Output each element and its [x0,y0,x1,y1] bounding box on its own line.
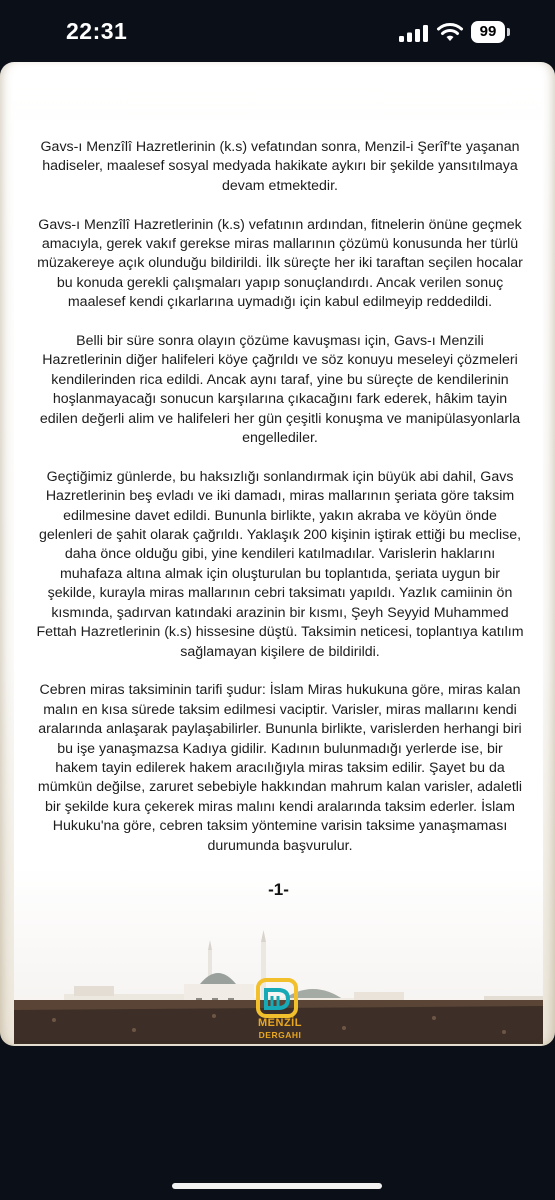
logo-text-dergahi: DERGAHI [258,1030,302,1040]
signal-icon [399,25,429,42]
page-number: -1- [268,880,289,899]
paragraph: Geçtiğimiz günlerde, bu haksızlığı sonlandırmak için büyük abi dahil, Gavs Hazretlerinin beş evladı ve iki damadı, miras mallarının şeriata göre taksim edilmesine davet edildi. Bununla birlikte, yakın akraba ve köyün önde gelenleri de şahit olarak çağrıldı. Yaklaşık 200 kişinin iştirak ettiği bu meclise, daha önce olduğu gibi, yine kendileri katılmadılar. Varislerin haklarını muhafaza altına almak için oluşturulan bu toplantıda, şeriata uygun bir şekilde, kurayla miras mallarının cebri taksimatı yapıldı. Yazlık camiinin ön kısmında, şadırvan katındaki arazinin bir kısmı, Şeyh Seyyid Muhammed Fettah Hazretlerinin (k.s) hissesine düştü. Taksimin neticesi, toplantıya katılım sağlamayan kişilere de bildirildi. [36,468,524,660]
home-indicator[interactable] [172,1183,382,1189]
battery-level: 99 [471,21,505,43]
announcement-text [36,138,524,875]
battery-icon [471,21,511,43]
image-viewer-sheet[interactable] [0,62,555,1046]
status-time: 22:31 [66,18,128,44]
paragraph: Cebren miras taksiminin tarifi şudur: İslam Miras hukukuna göre, miras kalan malın en kısa sürede taksim edilmesi vaciptir. Varisler, miras mallarını kendi aralarında anlaşarak paylaşabilirler. Bununla birlikte, varislerden herhangi biri bu işe yanaşmazsa Kadıya gidilir. Kadının bulunmadığı yerlerde ise, bir hakem tayin edilerek hakem aracılığıyla miras taksim edilir. Şayet bu da mümkün değilse, zaruret sebebiyle hakkından mahrum kalan varisler, adaletli bir şekilde kura çekerek miras malını kendi aralarında taksim ederler. İslam Hukuku'na göre, cebren taksim yöntemine varisin taksime yanaşmaması durumunda başvurulur. [37,682,523,854]
logo-text-menzil: MENZİL [258,1017,302,1029]
announcement-document [14,120,543,1044]
battery-tip [507,28,510,36]
menzil-dergahi-logo [250,978,310,1044]
status-bar [0,0,555,64]
paragraph: Gavs-ı Menzîlî Hazretlerinin (k.s) vefatından sonra, Menzil-i Şerîf'te yaşanan hadiseler, maalesef sosyal medyada hakikate aykırı bir şekilde yansıtılmaya devam etmektedir. [40,139,520,194]
wifi-icon [436,22,464,42]
logo-mark-icon [256,978,298,1018]
paragraph: Belli bir süre sonra olayın çözüme kavuşması için, Gavs-ı Menzili Hazretlerinin diğer halifeleri köye çağrıldı ve söz konuyu meseleyi çözmeleri kendilerinden rica edildi. Ancak aynı taraf, yine bu süreçte de kendilerinin hoşlanmayacağı sonucun karşılarına çıkacağını fark ederek, hâkim tayin edilen değerli alim ve halifeleri her gün çeşitli konuşma ve manipülasyonlarla engellediler. [39,333,521,447]
paragraph: Gavs-ı Menzîlî Hazretlerinin (k.s) vefatının ardından, fitnelerin önüne geçmek amacıyla, gerek vakıf gerekse miras mallarının çözümü konusunda her türlü müzakereye açık olunduğu bildirildi. İlk süreçte her iki taraftan seçilen hocalar bu konuda gerekli çalışmaları yapıp sonuçlandırdı. Ancak verilen sonuç maalesef kendi çıkarlarına uymadığı için kabul edilmeyip reddedildi. [37,216,523,311]
